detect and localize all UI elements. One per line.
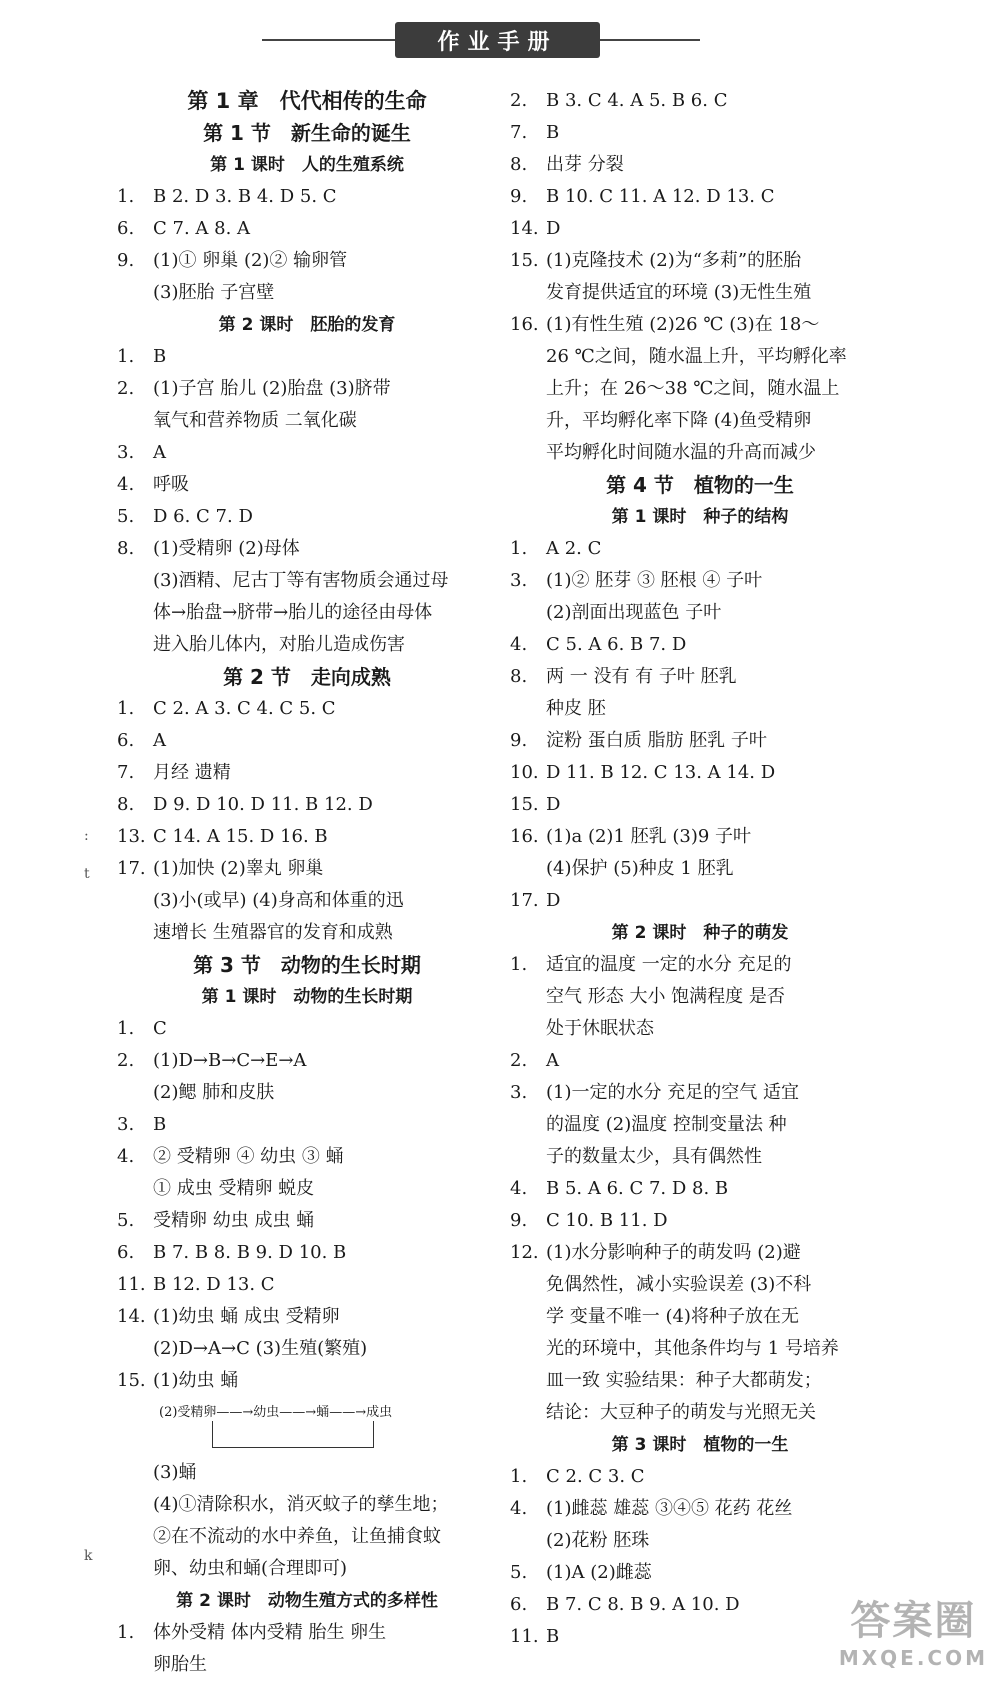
answer-item <box>117 1365 497 1397</box>
answer-item <box>510 565 890 597</box>
answer-continuation: 升，平均孵化率下降 (4)鱼受精卵 <box>546 410 812 431</box>
answer-continuation: (2)花粉 胚珠 <box>546 1530 650 1551</box>
question-number: 1. <box>117 1018 135 1039</box>
question-number: 9. <box>510 730 528 751</box>
section-heading: 第 2 节 走向成熟 <box>223 665 391 689</box>
answer-text: D <box>546 218 561 239</box>
question-number: 13. <box>117 826 146 847</box>
answer-item <box>117 469 497 501</box>
answer-item <box>117 341 497 373</box>
answer-text: B 2. D 3. B 4. D 5. C <box>153 186 337 207</box>
answer-item <box>117 245 497 277</box>
answer-text: (1)有性生殖 (2)26 ℃ (3)在 18～ <box>546 314 820 335</box>
answer-continuation: (4)保护 (5)种皮 1 胚乳 <box>546 858 734 879</box>
question-number: 1. <box>510 538 528 559</box>
section-heading: 第 3 节 动物的生长时期 <box>193 953 421 977</box>
answer-item <box>117 1045 497 1077</box>
answer-continuation: 进入胎儿体内，对胎儿造成伤害 <box>153 634 405 655</box>
answer-item <box>117 1269 497 1301</box>
edge-mark: k <box>84 1548 93 1564</box>
answer-text: (1)雌蕊 雄蕊 ③④⑤ 花药 花丝 <box>546 1498 793 1519</box>
answer-text: B <box>153 346 167 367</box>
question-number: 8. <box>117 794 135 815</box>
answer-continuation: (4)①清除积水，消灭蚊子的孳生地； <box>153 1494 449 1515</box>
question-number: 5. <box>117 1210 135 1231</box>
answer-item <box>510 1589 890 1621</box>
question-number: 11. <box>117 1274 146 1295</box>
answer-text: B <box>153 1114 167 1135</box>
question-number: 9. <box>117 250 135 271</box>
answer-continuation: ②在不流动的水中养鱼，让鱼捕食蚊 <box>153 1526 441 1547</box>
question-number: 4. <box>510 1178 528 1199</box>
answer-text: 两 一 没有 有 子叶 胚乳 <box>546 666 737 687</box>
answer-text: A 2. C <box>546 538 602 559</box>
question-number: 6. <box>117 218 135 239</box>
answer-text: D 6. C 7. D <box>153 506 253 527</box>
answer-continuation: 空气 形态 大小 饱满程度 是否 <box>546 986 785 1007</box>
question-number: 14. <box>117 1306 146 1327</box>
question-number: 1. <box>117 698 135 719</box>
watermark-logo <box>839 1589 988 1670</box>
lesson-heading: 第 1 课时 人的生殖系统 <box>210 155 404 175</box>
answer-text: C 2. C 3. C <box>546 1466 645 1487</box>
question-number: 7. <box>510 122 528 143</box>
answer-continuation: (2)D→A→C (3)生殖(繁殖) <box>153 1338 368 1359</box>
question-number: 1. <box>510 954 528 975</box>
header-rule-right <box>600 39 700 41</box>
answer-item <box>510 1237 890 1269</box>
answer-text: (1)A (2)雌蕊 <box>546 1562 652 1583</box>
question-number: 16. <box>510 826 539 847</box>
question-number: 9. <box>510 1210 528 1231</box>
answer-continuation: 平均孵化时间随水温的升高而减少 <box>546 442 816 463</box>
answer-item <box>510 149 890 181</box>
answer-text: (1)水分影响种子的萌发吗 (2)避 <box>546 1242 801 1263</box>
answer-text: 适宜的温度 一定的水分 充足的 <box>546 954 792 975</box>
question-number: 15. <box>510 794 539 815</box>
lesson-heading: 第 2 课时 胚胎的发育 <box>218 315 396 335</box>
edge-mark: : <box>84 828 89 844</box>
mosquito-lifecycle-diagram <box>117 1397 497 1457</box>
answer-item <box>117 1237 497 1269</box>
answer-text: 淀粉 蛋白质 脂肪 胚乳 子叶 <box>546 730 767 751</box>
answer-item <box>117 853 497 885</box>
answer-item <box>117 725 497 757</box>
answer-item <box>117 1205 497 1237</box>
answer-text: (1)受精卵 (2)母体 <box>153 538 300 559</box>
question-number: 2. <box>117 1050 135 1071</box>
answer-text: B 10. C 11. A 12. D 13. C <box>546 186 775 207</box>
question-number: 6. <box>117 730 135 751</box>
answer-item <box>510 85 890 117</box>
answer-item <box>510 1557 890 1589</box>
lesson-heading: 第 1 课时 种子的结构 <box>611 507 789 527</box>
answer-continuation: 子的数量太少，具有偶然性 <box>546 1146 762 1167</box>
answer-text: (1)D→B→C→E→A <box>153 1050 307 1071</box>
answer-item <box>510 949 890 981</box>
answer-continuation: (2)剖面出现蓝色 子叶 <box>546 602 722 623</box>
answer-continuation: 免偶然性，减小实验误差 (3)不科 <box>546 1274 812 1295</box>
answer-continuation: (3)小(或早) (4)身高和体重的迅 <box>153 890 404 911</box>
answer-text: C 5. A 6. B 7. D <box>546 634 687 655</box>
answer-item <box>117 1013 497 1045</box>
question-number: 6. <box>510 1594 528 1615</box>
answer-text: 月经 遗精 <box>153 762 231 783</box>
answer-item <box>510 181 890 213</box>
lesson-heading: 第 2 课时 动物生殖方式的多样性 <box>176 1591 438 1611</box>
answer-continuation: 的温度 (2)温度 控制变量法 种 <box>546 1114 787 1135</box>
answer-continuation: 种皮 胚 <box>546 698 606 719</box>
header-rule-left <box>262 39 395 41</box>
question-number: 7. <box>117 762 135 783</box>
answer-text: B 12. D 13. C <box>153 1274 275 1295</box>
answer-item <box>510 1077 890 1109</box>
answer-continuation: 26 ℃之间，随水温上升，平均孵化率 <box>546 346 847 367</box>
question-number: 1. <box>510 1466 528 1487</box>
question-number: 8. <box>117 538 135 559</box>
answer-continuation: (3)蛹 <box>153 1462 197 1483</box>
answer-continuation: 处于休眠状态 <box>546 1018 654 1039</box>
answer-item <box>117 821 497 853</box>
answer-item <box>510 1045 890 1077</box>
edge-mark: t <box>84 866 90 882</box>
answer-item <box>117 213 497 245</box>
answer-continuation: (3)胚胎 子宫壁 <box>153 282 275 303</box>
answer-text: (1)子宫 胎儿 (2)胎盘 (3)脐带 <box>153 378 391 399</box>
question-number: 17. <box>117 858 146 879</box>
right-answer-column <box>510 85 890 1653</box>
answer-item <box>117 1109 497 1141</box>
answer-text: B <box>546 1626 560 1647</box>
answer-text: C 14. A 15. D 16. B <box>153 826 328 847</box>
answer-text: A <box>153 730 166 751</box>
question-number: 1. <box>117 1622 135 1643</box>
question-number: 17. <box>510 890 539 911</box>
question-number: 3. <box>117 442 135 463</box>
answer-text: B <box>546 122 560 143</box>
answer-text: (1)① 卵巢 (2)② 输卵管 <box>153 250 348 271</box>
answer-item <box>510 725 890 757</box>
lesson-heading: 第 3 课时 植物的一生 <box>611 1435 789 1455</box>
question-number: 1. <box>117 346 135 367</box>
page-header-title: 作业手册 <box>395 22 600 58</box>
answer-text: 出芽 分裂 <box>546 154 624 175</box>
answer-item <box>510 885 890 917</box>
question-number: 2. <box>510 1050 528 1071</box>
question-number: 5. <box>117 506 135 527</box>
answer-continuation: 卵、幼虫和蛹(合理即可) <box>153 1558 348 1579</box>
lifecycle-flow-text: (2)受精卵——→幼虫——→蛹——→成虫 <box>159 1405 393 1420</box>
question-number: 10. <box>510 762 539 783</box>
answer-text: C <box>153 1018 167 1039</box>
answer-text: (1)a (2)1 胚乳 (3)9 子叶 <box>546 826 752 847</box>
question-number: 8. <box>510 666 528 687</box>
answer-text: (1)加快 (2)睾丸 卵巢 <box>153 858 324 879</box>
answer-item <box>510 821 890 853</box>
question-number: 2. <box>510 90 528 111</box>
answer-item <box>117 533 497 565</box>
answer-item <box>117 181 497 213</box>
answer-text: 呼吸 <box>153 474 189 495</box>
answer-text: D <box>546 794 561 815</box>
answer-text: B 7. C 8. B 9. A 10. D <box>546 1594 740 1615</box>
answer-item <box>510 1621 890 1653</box>
question-number: 14. <box>510 218 539 239</box>
answer-item <box>510 213 890 245</box>
answer-continuation: 上升；在 26～38 ℃之间，随水温上 <box>546 378 840 399</box>
answer-text: ② 受精卵 ④ 幼虫 ③ 蛹 <box>153 1146 344 1167</box>
answer-item <box>510 757 890 789</box>
answer-item <box>117 1301 497 1333</box>
answer-continuation: 皿一致 实验结果：种子大都萌发； <box>546 1370 822 1391</box>
answer-text: (1)克隆技术 (2)为“多莉”的胚胎 <box>546 250 802 271</box>
question-number: 3. <box>510 1082 528 1103</box>
answer-text: D 11. B 12. C 13. A 14. D <box>546 762 776 783</box>
lesson-heading: 第 2 课时 种子的萌发 <box>611 923 789 943</box>
lesson-heading: 第 1 课时 动物的生长时期 <box>201 987 413 1007</box>
question-number: 12. <box>510 1242 539 1263</box>
answer-item <box>117 373 497 405</box>
question-number: 3. <box>510 570 528 591</box>
answer-text: (1)② 胚芽 ③ 胚根 ④ 子叶 <box>546 570 763 591</box>
question-number: 16. <box>510 314 539 335</box>
question-number: 4. <box>117 474 135 495</box>
answer-continuation: 氧气和营养物质 二氧化碳 <box>153 410 357 431</box>
answer-item <box>510 629 890 661</box>
answer-item <box>117 1141 497 1173</box>
answer-continuation: 卵胎生 <box>153 1654 207 1675</box>
answer-continuation: 体→胎盘→脐带→胎儿的途径由母体 <box>153 602 433 623</box>
answer-text: A <box>546 1050 559 1071</box>
answer-text: D <box>546 890 561 911</box>
question-number: 5. <box>510 1562 528 1583</box>
answer-item <box>117 437 497 469</box>
answer-item <box>510 245 890 277</box>
answer-item <box>510 1173 890 1205</box>
answer-text: (1)一定的水分 充足的空气 适宜 <box>546 1082 799 1103</box>
answer-item <box>117 789 497 821</box>
answer-continuation: ① 成虫 受精卵 蜕皮 <box>153 1178 315 1199</box>
answer-continuation: 学 变量不唯一 (4)将种子放在无 <box>546 1306 799 1327</box>
question-number: 3. <box>117 1114 135 1135</box>
answer-text: D 9. D 10. D 11. B 12. D <box>153 794 373 815</box>
answer-text: B 3. C 4. A 5. B 6. C <box>546 90 728 111</box>
section-heading: 第 4 节 植物的一生 <box>606 473 794 497</box>
lifecycle-return-bracket <box>212 1421 374 1448</box>
answer-item <box>510 1205 890 1237</box>
answer-text: (1)幼虫 蛹 <box>153 1370 239 1391</box>
question-number: 6. <box>117 1242 135 1263</box>
watermark-url: MXQE.COM <box>838 1646 988 1670</box>
answer-item <box>117 1617 497 1649</box>
answer-text: 受精卵 幼虫 成虫 蛹 <box>153 1210 315 1231</box>
answer-item <box>510 1493 890 1525</box>
answer-text: A <box>153 442 166 463</box>
answer-item <box>117 501 497 533</box>
question-number: 9. <box>510 186 528 207</box>
answer-text: C 10. B 11. D <box>546 1210 668 1231</box>
answer-continuation: (3)酒精、尼古丁等有害物质会通过母 <box>153 570 449 591</box>
answer-text: C 2. A 3. C 4. C 5. C <box>153 698 336 719</box>
question-number: 15. <box>510 250 539 271</box>
question-number: 2. <box>117 378 135 399</box>
answer-item <box>510 1461 890 1493</box>
answer-item <box>510 309 890 341</box>
answer-text: B 5. A 6. C 7. D 8. B <box>546 1178 729 1199</box>
chapter-heading: 第 1 章 代代相传的生命 <box>187 89 427 113</box>
answer-continuation: 光的环境中，其他条件均与 1 号培养 <box>546 1338 839 1359</box>
watermark-text: 答案圈 <box>850 1598 977 1644</box>
question-number: 4. <box>510 634 528 655</box>
answer-item <box>510 117 890 149</box>
answer-item <box>117 757 497 789</box>
answer-item <box>117 693 497 725</box>
answer-item <box>510 661 890 693</box>
question-number: 1. <box>117 186 135 207</box>
answer-text: (1)幼虫 蛹 成虫 受精卵 <box>153 1306 340 1327</box>
answer-continuation: (2)鳃 肺和皮肤 <box>153 1082 275 1103</box>
question-number: 11. <box>510 1626 539 1647</box>
left-answer-column <box>117 85 497 1681</box>
answer-item <box>510 533 890 565</box>
answer-continuation: 发育提供适宜的环境 (3)无性生殖 <box>546 282 812 303</box>
question-number: 8. <box>510 154 528 175</box>
question-number: 4. <box>117 1146 135 1167</box>
answer-text: B 7. B 8. B 9. D 10. B <box>153 1242 347 1263</box>
answer-text: C 7. A 8. A <box>153 218 251 239</box>
answer-item <box>510 789 890 821</box>
question-number: 4. <box>510 1498 528 1519</box>
answer-text: 体外受精 体内受精 胎生 卵生 <box>153 1622 387 1643</box>
section-heading: 第 1 节 新生命的诞生 <box>203 121 411 145</box>
answer-continuation: 速增长 生殖器官的发育和成熟 <box>153 922 393 943</box>
answer-continuation: 结论：大豆种子的萌发与光照无关 <box>546 1402 816 1423</box>
question-number: 15. <box>117 1370 146 1391</box>
